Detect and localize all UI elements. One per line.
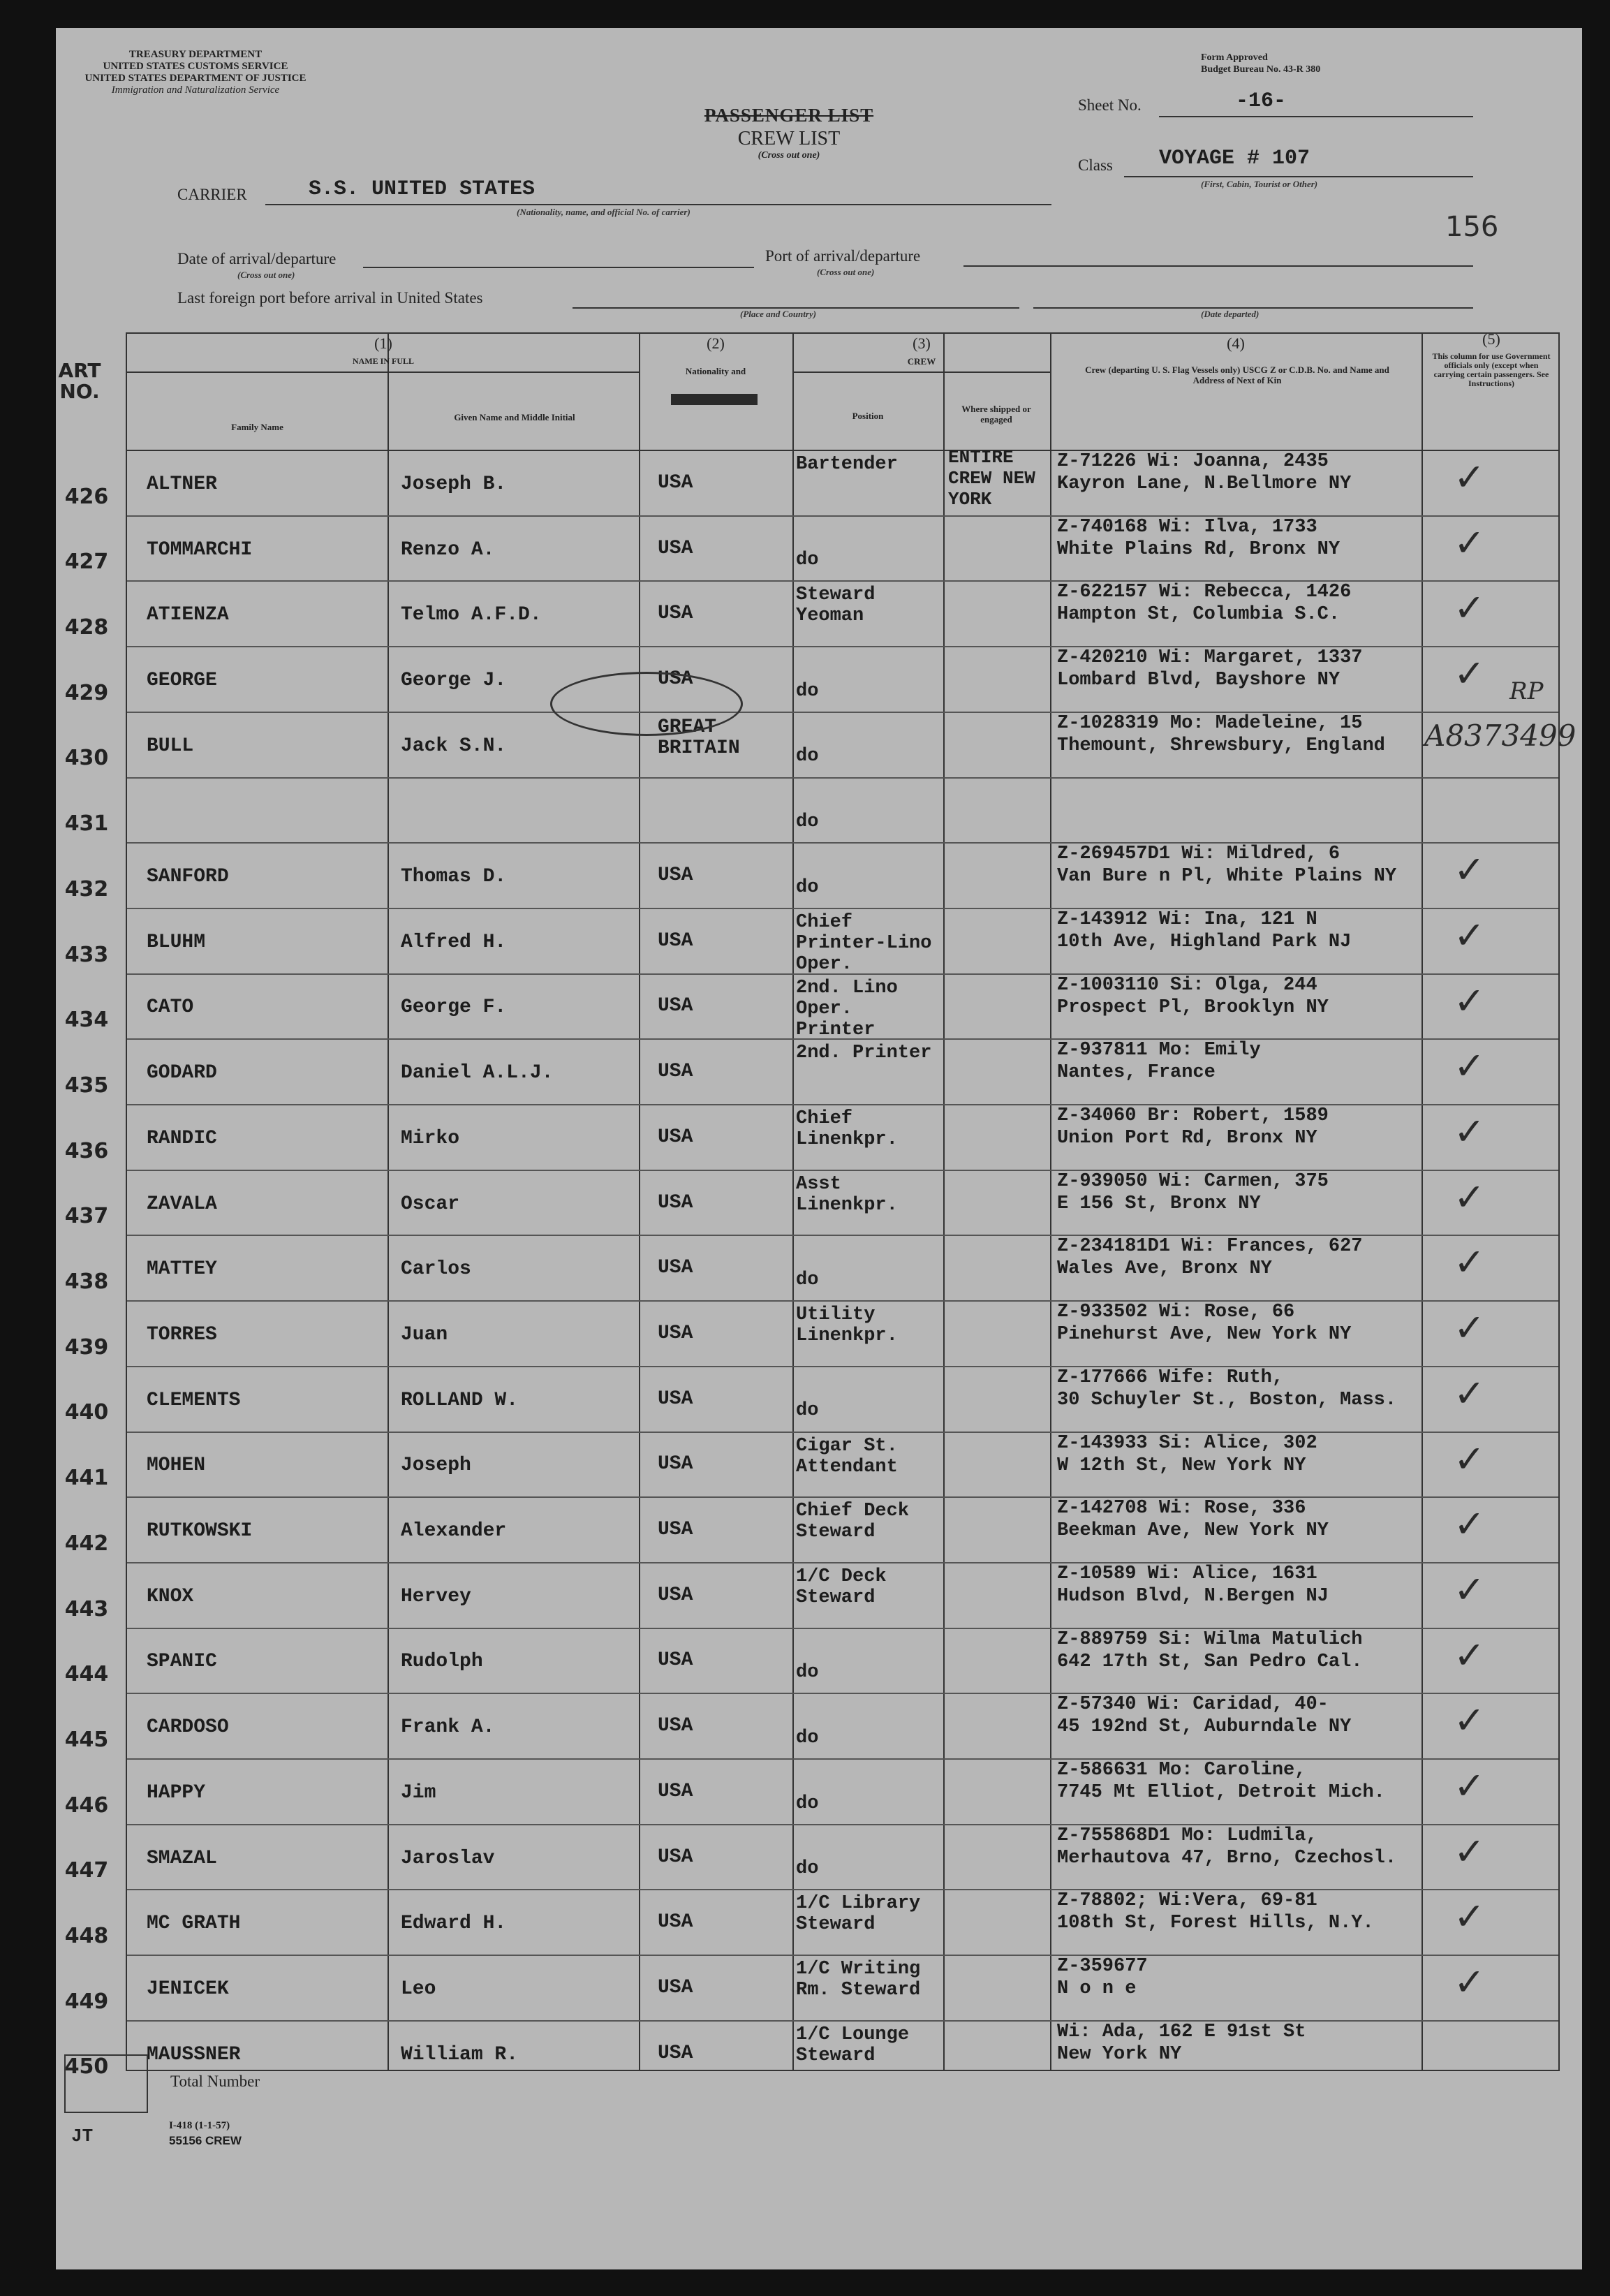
- table-row: [64, 580, 1558, 646]
- nationality: USA: [658, 471, 693, 494]
- official-check-mark: ✓: [1454, 1567, 1486, 1612]
- nationality: USA: [658, 1649, 693, 1672]
- next-of-kin-line-2: Lombard Blvd, Bayshore NY: [1057, 670, 1341, 691]
- official-check-mark: ✓: [1454, 1633, 1486, 1677]
- art-number: 427: [64, 550, 109, 575]
- table-row: [64, 1235, 1558, 1300]
- next-of-kin-line-1: Z-57340 Wi: Caridad, 40-: [1057, 1694, 1329, 1716]
- government-use-header: This column for use Government officials only (except when carrying certain passengers. See Instructions): [1432, 351, 1551, 388]
- next-of-kin-line-1: Z-622157 Wi: Rebecca, 1426: [1057, 582, 1352, 603]
- table-row: [64, 777, 1558, 843]
- given-name: George J.: [401, 669, 507, 691]
- family-name: CLEMENTS: [147, 1389, 241, 1411]
- position: do: [796, 1858, 819, 1880]
- title-note: (Cross out one): [758, 150, 820, 161]
- family-name: ZAVALA: [147, 1193, 217, 1215]
- official-check-mark: ✓: [1454, 978, 1486, 1023]
- next-of-kin-line-2: 45 192nd St, Auburndale NY: [1057, 1716, 1352, 1738]
- official-check-mark: ✓: [1454, 1502, 1486, 1547]
- place-note: (Place and Country): [740, 309, 817, 319]
- date-arrival-label: Date of arrival/departure: [177, 250, 337, 267]
- official-check-mark: ✓: [1454, 848, 1486, 892]
- table-row: [64, 973, 1558, 1040]
- position: do: [796, 680, 819, 702]
- position: Chief Linenkpr.: [796, 1108, 898, 1150]
- family-name: ALTNER: [147, 473, 217, 495]
- given-name: Jaroslav: [401, 1847, 495, 1869]
- next-of-kin-line-2: Union Port Rd, Bronx NY: [1057, 1128, 1317, 1149]
- next-of-kin-line-2: Hudson Blvd, N.Bergen NJ: [1057, 1585, 1329, 1607]
- art-number: 433: [64, 942, 109, 967]
- position: Cigar St. Attendant: [796, 1435, 898, 1478]
- official-check-mark: ✓: [1454, 520, 1486, 565]
- class-note: (First, Cabin, Tourist or Other): [1201, 179, 1318, 189]
- table-row: [64, 1562, 1558, 1628]
- family-name: RUTKOWSKI: [147, 1520, 253, 1543]
- given-name: Leo: [401, 1978, 436, 2000]
- total-number-label: Total Number: [170, 2073, 260, 2090]
- given-name: Jack S.N.: [401, 735, 507, 757]
- next-of-kin-line-2: N o n e: [1057, 1978, 1137, 2000]
- next-of-kin-line-2: White Plains Rd, Bronx NY: [1057, 538, 1341, 560]
- nationality: USA: [658, 1780, 693, 1802]
- carrier-label: CARRIER: [177, 186, 247, 203]
- family-name: SPANIC: [147, 1651, 217, 1673]
- position: do: [796, 1727, 819, 1749]
- art-number: 439: [64, 1334, 109, 1360]
- next-of-kin-line-1: Z-78802; Wi:Vera, 69-81: [1057, 1890, 1317, 1912]
- struck-header-word: [671, 394, 758, 405]
- family-name: KNOX: [147, 1585, 194, 1607]
- position: Chief Printer-Lino Oper.: [796, 911, 932, 975]
- next-of-kin-line-2: Merhautova 47, Brno, Czechosl.: [1057, 1847, 1397, 1869]
- family-name: BLUHM: [147, 931, 206, 953]
- art-number: 442: [64, 1531, 109, 1556]
- jt-initials: JT: [71, 2126, 94, 2147]
- position: 1/C Library Steward: [796, 1893, 921, 1936]
- nationality: USA: [658, 2042, 693, 2064]
- position: 2nd. Lino Oper. Printer: [796, 977, 898, 1040]
- nationality: USA: [658, 1519, 693, 1541]
- class-line: [1124, 176, 1473, 177]
- next-of-kin-line-2: Van Bure n Pl, White Plains NY: [1057, 866, 1397, 888]
- date-arrival-note: (Cross out one): [237, 270, 295, 280]
- official-check-mark: ✓: [1454, 1436, 1486, 1481]
- art-number: 447: [64, 1858, 109, 1883]
- family-name: MOHEN: [147, 1455, 206, 1477]
- next-of-kin-line-2: 642 17th St, San Pedro Cal.: [1057, 1651, 1363, 1672]
- art-number: 432: [64, 876, 109, 902]
- given-name: Joseph B.: [401, 473, 507, 495]
- official-check-mark: ✓: [1454, 1175, 1486, 1219]
- carrier-line: [265, 204, 1051, 205]
- family-name: TOMMARCHI: [147, 538, 253, 561]
- given-name-header: Given Name and Middle Initial: [454, 412, 575, 422]
- next-of-kin-line-1: Z-142708 Wi: Rose, 336: [1057, 1498, 1306, 1519]
- next-of-kin-line-1: Z-234181D1 Wi: Frances, 627: [1057, 1236, 1363, 1258]
- given-name: Renzo A.: [401, 538, 495, 561]
- family-name: SMAZAL: [147, 1847, 217, 1869]
- next-of-kin-line-2: 10th Ave, Highland Park NJ: [1057, 931, 1352, 952]
- next-of-kin-line-1: Z-1028319 Mo: Madeleine, 15: [1057, 712, 1363, 734]
- given-name: Joseph: [401, 1455, 471, 1477]
- nationality: USA: [658, 1846, 693, 1868]
- table-row: [64, 515, 1558, 581]
- next-of-kin-line-2: W 12th St, New York NY: [1057, 1455, 1306, 1476]
- family-name: MATTEY: [147, 1258, 217, 1281]
- position: do: [796, 1270, 819, 1291]
- sheet-label: Sheet No.: [1078, 96, 1142, 114]
- form-approval: [1201, 52, 1410, 75]
- table-row: [64, 712, 1576, 777]
- next-of-kin-line-1: Z-755868D1 Mo: Ludmila,: [1057, 1825, 1317, 1846]
- official-check-mark: ✓: [1454, 1764, 1486, 1808]
- position: do: [796, 811, 819, 833]
- official-check-mark: A8373499: [1424, 718, 1576, 753]
- position: do: [796, 550, 819, 571]
- art-number: 449: [64, 1989, 109, 2014]
- crew-list-form: [56, 28, 1582, 2269]
- given-name: ROLLAND W.: [401, 1389, 519, 1411]
- next-of-kin-line-2: 7745 Mt Elliot, Detroit Mich.: [1057, 1782, 1385, 1803]
- official-check-mark: ✓: [1454, 913, 1486, 957]
- position: do: [796, 876, 819, 898]
- next-of-kin-line-1: Z-143912 Wi: Ina, 121 N: [1057, 908, 1317, 930]
- family-name: SANFORD: [147, 866, 229, 888]
- nationality: USA: [658, 1061, 693, 1083]
- next-of-kin-line-1: Z-1003110 Si: Olga, 244: [1057, 974, 1317, 996]
- table-row: [64, 1758, 1558, 1824]
- art-number: 438: [64, 1270, 109, 1295]
- family-name-header: Family Name: [231, 422, 283, 432]
- position: 1/C Writing Rm. Steward: [796, 1959, 921, 2001]
- next-of-kin-line-1: Z-933502 Wi: Rose, 66: [1057, 1302, 1295, 1323]
- art-number: 445: [64, 1727, 109, 1752]
- agency-line-3: UNITED STATES DEPARTMENT OF JUSTICE: [84, 73, 307, 84]
- class-value: VOYAGE # 107: [1159, 147, 1310, 170]
- next-of-kin-line-2: Pinehurst Ave, New York NY: [1057, 1324, 1352, 1346]
- official-check-mark: ✓: [1454, 1306, 1486, 1351]
- art-number: 430: [64, 746, 109, 771]
- nationality: GREAT BRITAIN: [658, 716, 740, 759]
- official-check-mark: ✓: [1454, 1240, 1486, 1285]
- table-row: [64, 1366, 1558, 1432]
- art-number: 426: [64, 484, 109, 509]
- art-number: 441: [64, 1466, 109, 1491]
- carrier-note: (Nationality, name, and official No. of carrier): [517, 207, 690, 217]
- nationality: USA: [658, 1584, 693, 1606]
- header-divider: [127, 371, 640, 373]
- nationality: USA: [658, 929, 693, 952]
- table-row: [64, 1432, 1558, 1497]
- family-name: RANDIC: [147, 1127, 217, 1149]
- nationality: USA: [658, 1191, 693, 1214]
- nationality: USA: [658, 1453, 693, 1476]
- next-of-kin-line-2: Wales Ave, Bronx NY: [1057, 1258, 1272, 1280]
- agency-line-2: UNITED STATES CUSTOMS SERVICE: [103, 61, 288, 72]
- class-label: Class: [1078, 156, 1113, 174]
- art-number: 429: [64, 680, 109, 705]
- family-name: HAPPY: [147, 1781, 206, 1804]
- next-of-kin-line-2: Beekman Ave, New York NY: [1057, 1520, 1329, 1542]
- art-number: 437: [64, 1204, 109, 1229]
- next-of-kin-line-1: Z-71226 Wi: Joanna, 2435: [1057, 451, 1329, 472]
- art-number: 450: [64, 2054, 109, 2080]
- art-number: 440: [64, 1400, 109, 1425]
- next-of-kin-line-1: Wi: Ada, 162 E 91st St: [1057, 2021, 1306, 2043]
- art-number: 444: [64, 1662, 109, 1687]
- family-name: JENICEK: [147, 1978, 229, 2000]
- given-name: Jim: [401, 1781, 436, 1804]
- official-check-mark: ✓: [1454, 1698, 1486, 1743]
- table-row: [64, 1824, 1558, 1890]
- position: do: [796, 746, 819, 767]
- table-row: [64, 646, 1558, 712]
- table-row: [64, 842, 1558, 908]
- page-number: 156: [1445, 211, 1499, 243]
- date-departed-note: (Date departed): [1201, 309, 1260, 319]
- family-name: CARDOSO: [147, 1716, 229, 1739]
- table-row: [64, 908, 1558, 975]
- col5-number: (5): [1482, 330, 1500, 348]
- table-row: [64, 447, 1558, 515]
- official-check-mark: ✓: [1454, 1044, 1486, 1089]
- official-check-mark: ✓: [1454, 652, 1486, 696]
- nationality: USA: [658, 864, 693, 887]
- table-row: [64, 1693, 1558, 1758]
- art-number: 443: [64, 1596, 109, 1621]
- table-row: [64, 1889, 1558, 1955]
- art-number: 436: [64, 1138, 109, 1163]
- family-name: BULL: [147, 735, 194, 757]
- nationality: USA: [658, 1911, 693, 1934]
- table-row: [64, 2020, 1558, 2086]
- nationality: USA: [658, 1715, 693, 1737]
- sheet-number: -16-: [1236, 89, 1287, 113]
- official-check-mark: ✓: [1454, 1371, 1486, 1415]
- family-name: GODARD: [147, 1062, 217, 1084]
- next-of-kin-line-2: 30 Schuyler St., Boston, Mass.: [1057, 1389, 1397, 1411]
- nationality: USA: [658, 1388, 693, 1410]
- position: Steward Yeoman: [796, 584, 876, 627]
- next-of-kin-line-2: Hampton St, Columbia S.C.: [1057, 604, 1341, 626]
- position: 2nd. Printer: [796, 1043, 932, 1064]
- given-name: Juan: [401, 1323, 448, 1346]
- table-row: [64, 1170, 1558, 1235]
- next-of-kin-line-2: E 156 St, Bronx NY: [1057, 1193, 1261, 1214]
- position: Bartender: [796, 454, 898, 475]
- nationality: USA: [658, 1976, 693, 1999]
- official-check-mark: ✓: [1454, 455, 1486, 499]
- agency-line-4: Immigration and Naturalization Service: [111, 84, 280, 96]
- col3-number: (3): [913, 334, 931, 352]
- next-of-kin-line-2: 108th St, Forest Hills, N.Y.: [1057, 1913, 1374, 1934]
- last-port-label: Last foreign port before arrival in United States: [177, 289, 483, 307]
- position: Asst Linenkpr.: [796, 1173, 898, 1216]
- position: Utility Linenkpr.: [796, 1304, 898, 1347]
- form-approved-text: Form Approved: [1201, 52, 1268, 63]
- given-name: Oscar: [401, 1193, 460, 1215]
- nationality: USA: [658, 995, 693, 1017]
- next-of-kin-line-1: Z-740168 Wi: Ilva, 1733: [1057, 516, 1317, 538]
- port-arrival-line: [963, 265, 1473, 267]
- nationality: USA: [658, 1257, 693, 1279]
- given-name: Carlos: [401, 1258, 471, 1281]
- official-check-mark: ✓: [1454, 1110, 1486, 1154]
- position: 1/C Lounge Steward: [796, 2024, 910, 2066]
- next-of-kin-line-2: New York NY: [1057, 2043, 1182, 2065]
- struck-title: PASSENGER LIST: [704, 105, 874, 126]
- table-row: [64, 1628, 1558, 1693]
- nationality: USA: [658, 668, 693, 690]
- position: do: [796, 1662, 819, 1684]
- next-of-kin-line-1: Z-359677: [1057, 1956, 1148, 1978]
- nationality: USA: [658, 1322, 693, 1344]
- given-name: Alfred H.: [401, 931, 507, 953]
- port-arrival-label: Port of arrival/departure: [765, 247, 921, 265]
- nationality-header: Nationality and: [685, 366, 746, 376]
- given-name: George F.: [401, 996, 507, 1019]
- art-number: 435: [64, 1073, 109, 1098]
- next-of-kin-line-2: Nantes, France: [1057, 1062, 1216, 1084]
- port-arrival-note: (Cross out one): [817, 267, 875, 277]
- nationality: USA: [658, 603, 693, 625]
- family-name: TORRES: [147, 1323, 217, 1346]
- nationality: USA: [658, 537, 693, 559]
- given-name: Alexander: [401, 1520, 507, 1543]
- nationality-circle: [550, 672, 743, 736]
- art-number: 428: [64, 615, 109, 640]
- sheet-line: [1159, 116, 1473, 117]
- next-of-kin-line-1: Z-34060 Br: Robert, 1589: [1057, 1105, 1329, 1126]
- given-name: Daniel A.L.J.: [401, 1062, 554, 1084]
- position: do: [796, 1793, 819, 1814]
- given-name: William R.: [401, 2043, 519, 2066]
- next-of-kin-line-2: Prospect Pl, Brooklyn NY: [1057, 996, 1329, 1018]
- table-row: [64, 1496, 1558, 1562]
- budget-bureau-text: Budget Bureau No. 43-R 380: [1201, 64, 1321, 75]
- next-of-kin-line-1: Z-10589 Wi: Alice, 1631: [1057, 1563, 1317, 1584]
- col1-number: (1): [374, 334, 392, 352]
- family-name: MC GRATH: [147, 1913, 241, 1935]
- table-row: [64, 1955, 1558, 2020]
- family-name: GEORGE: [147, 669, 217, 691]
- form-number: I-418 (1-1-57): [169, 2120, 230, 2131]
- title-block: [670, 105, 908, 161]
- given-name: Thomas D.: [401, 866, 507, 888]
- table-row: [64, 1300, 1558, 1366]
- next-of-kin-line-2: Themount, Shrewsbury, England: [1057, 735, 1385, 756]
- art-no-header: ART NO.: [58, 359, 101, 403]
- table-row: [64, 1038, 1558, 1104]
- rp-mark: RP: [1509, 677, 1544, 705]
- carrier-value: S.S. UNITED STATES: [309, 177, 536, 201]
- date-arrival-line: [363, 267, 754, 268]
- col4-number: (4): [1227, 334, 1245, 352]
- official-check-mark: ✓: [1454, 1960, 1486, 2005]
- given-name: Rudolph: [401, 1651, 483, 1673]
- main-title: CREW LIST: [737, 128, 841, 149]
- given-name: Hervey: [401, 1585, 471, 1607]
- where-shipped: ENTIRE CREW NEW YORK: [948, 447, 1035, 510]
- header-divider: [792, 371, 1051, 373]
- next-of-kin-line-2: Kayron Lane, N.Bellmore NY: [1057, 473, 1352, 494]
- position: do: [796, 1400, 819, 1422]
- next-of-kin-line-1: Z-143933 Si: Alice, 302: [1057, 1432, 1317, 1454]
- art-number: 434: [64, 1008, 109, 1033]
- position: Chief Deck Steward: [796, 1501, 910, 1543]
- family-name: ATIENZA: [147, 604, 229, 626]
- shipped-header: Where shipped or engaged: [961, 404, 1031, 425]
- official-check-mark: ✓: [1454, 1894, 1486, 1939]
- col2-number: (2): [707, 334, 725, 352]
- position: 1/C Deck Steward: [796, 1566, 887, 1608]
- official-check-mark: ✓: [1454, 1829, 1486, 1874]
- form-code: 55156 CREW: [169, 2134, 242, 2147]
- given-name: Edward H.: [401, 1913, 507, 1935]
- next-of-kin-line-1: Z-420210 Wi: Margaret, 1337: [1057, 647, 1363, 669]
- agency-line-1: TREASURY DEPARTMENT: [128, 49, 263, 60]
- col1-title: NAME IN FULL: [352, 356, 414, 366]
- crew-header: CREW: [907, 356, 936, 367]
- table-row: [64, 1104, 1558, 1170]
- given-name: Mirko: [401, 1127, 460, 1149]
- next-of-kin-line-1: Z-177666 Wife: Ruth,: [1057, 1367, 1284, 1388]
- position-header: Position: [852, 411, 884, 421]
- next-of-kin-line-1: Z-937811 Mo: Emily: [1057, 1040, 1261, 1061]
- next-of-kin-line-1: Z-939050 Wi: Carmen, 375: [1057, 1170, 1329, 1192]
- next-of-kin-line-1: Z-586631 Mo: Caroline,: [1057, 1760, 1306, 1781]
- art-number: 448: [64, 1924, 109, 1949]
- official-check-mark: ✓: [1454, 586, 1486, 631]
- family-name: CATO: [147, 996, 194, 1019]
- art-number: 431: [64, 811, 109, 837]
- given-name: Telmo A.F.D.: [401, 604, 542, 626]
- next-of-kin-line-1: Z-889759 Si: Wilma Matulich: [1057, 1628, 1363, 1650]
- next-of-kin-line-1: Z-269457D1 Wi: Mildred, 6: [1057, 844, 1341, 865]
- nationality: USA: [658, 1126, 693, 1148]
- agency-header: [63, 49, 328, 96]
- total-number-box: [64, 2054, 148, 2113]
- art-number: 446: [64, 1793, 109, 1818]
- given-name: Frank A.: [401, 1716, 495, 1739]
- family-name: MAUSSNER: [147, 2043, 241, 2066]
- next-of-kin-header: Crew (departing U. S. Flag Vessels only) USCG Z or C.D.B. No. and Name and Address of Next of Kin: [1085, 365, 1389, 385]
